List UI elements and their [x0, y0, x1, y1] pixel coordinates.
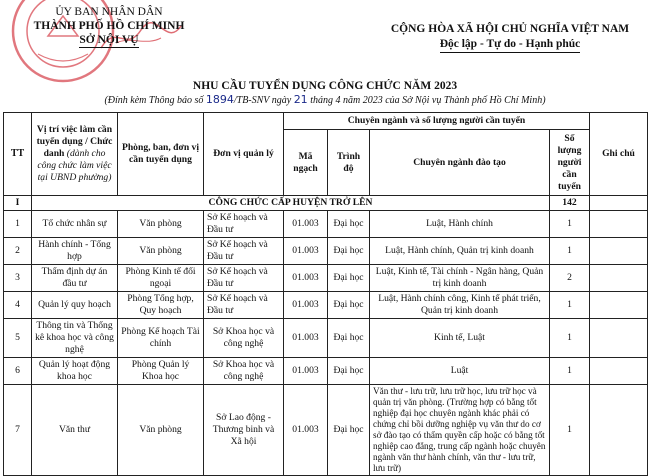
- cell-level: Đại học: [328, 319, 370, 358]
- section-title: CÔNG CHỨC CẤP HUYỆN TRỞ LÊN: [32, 196, 550, 211]
- section-row: [4, 196, 648, 211]
- header-tt: TT: [4, 113, 32, 196]
- section-note: [590, 196, 648, 211]
- header-unit: Đơn vị quản lý: [204, 113, 284, 196]
- document-subtitle: [0, 93, 650, 106]
- cell-position: Thông tin và Thống kê khoa học và công nghệ: [32, 319, 118, 358]
- issuer-line-2: THÀNH PHỐ HỒ CHÍ MINH: [33, 20, 185, 32]
- cell-unit: Sở Kế hoạch và Đầu tư: [204, 238, 284, 265]
- cell-department: Phòng Tổng hợp, Quy hoạch: [118, 292, 204, 319]
- cell-unit: Sở Kế hoạch và Đầu tư: [204, 211, 284, 238]
- cell-level: Đại học: [328, 358, 370, 385]
- cell-level: Đại học: [328, 385, 370, 476]
- table-row: [4, 319, 648, 358]
- header-row-1: [4, 113, 648, 130]
- cell-department: Văn phòng: [118, 211, 204, 238]
- cell-major: Luật, Hành chính: [370, 211, 550, 238]
- cell-code: 01.003: [284, 265, 328, 292]
- table-row: [4, 385, 648, 476]
- cell-unit: Sở Khoa học và công nghệ: [204, 319, 284, 358]
- header-position: [32, 113, 118, 196]
- cell-position: Quản lý quy hoạch: [32, 292, 118, 319]
- cell-tt: 7: [4, 385, 32, 476]
- subtitle-suffix: tháng 4 năm 2023 của Sở Nội vụ Thành phố Hồ Chí Minh): [310, 95, 546, 106]
- subtitle-prefix: (Đính kèm Thông báo số: [104, 95, 204, 106]
- header-level: Trình độ: [328, 130, 370, 196]
- section-count: 142: [550, 196, 590, 211]
- header-major: Chuyên ngành đào tạo: [370, 130, 550, 196]
- subtitle-day: 21: [293, 93, 308, 106]
- cell-major: Kinh tế, Luật: [370, 319, 550, 358]
- subtitle-number: 1894: [205, 93, 234, 106]
- cell-tt: 4: [4, 292, 32, 319]
- cell-code: 01.003: [284, 358, 328, 385]
- cell-level: Đại học: [328, 211, 370, 238]
- cell-major: Luật, Kinh tế, Tài chính - Ngân hàng, Quản trị kinh doanh: [370, 265, 550, 292]
- national-title: CỘNG HÒA XÃ HỘI CHỦ NGHĨA VIỆT NAM: [390, 23, 630, 35]
- cell-count: 1: [550, 358, 590, 385]
- cell-note: [590, 319, 648, 358]
- cell-position: Tổ chức nhân sự: [32, 211, 118, 238]
- table-row: [4, 265, 648, 292]
- cell-note: [590, 385, 648, 476]
- cell-unit: Sở Kế hoạch và Đầu tư: [204, 292, 284, 319]
- cell-code: 01.003: [284, 385, 328, 476]
- cell-count: 1: [550, 211, 590, 238]
- national-motto: Độc lập - Tự do - Hạnh phúc: [440, 37, 581, 53]
- header-position-note: (dành cho công chức làm việc tại UBND phường): [37, 148, 112, 183]
- cell-major: Văn thư - lưu trữ, lưu trữ học, lưu trữ học và quản trị văn phòng. (Trường hợp có bằng tốt nghiệp đại học chuyên ngành khác phải có chứng chỉ bồi dưỡng nghiệp vụ văn thư do cơ sở đào tạo có thẩm quyền cấp hoặc có bằng tốt nghiệp cao đẳng, trung cấp ngành hoặc chuyên ngành văn thư hành chính, văn thư - lưu trữ, lưu trữ): [370, 385, 550, 476]
- cell-level: Đại học: [328, 238, 370, 265]
- header-position-main: Vị trí việc làm cần tuyển dụng / Chức danh: [36, 124, 113, 159]
- cell-note: [590, 265, 648, 292]
- cell-unit: Sở Lao động - Thương binh và Xã hội: [204, 385, 284, 476]
- cell-major: Luật, Hành chính công, Kinh tế phát triển, Quản trị kinh doanh: [370, 292, 550, 319]
- table-row: [4, 292, 648, 319]
- cell-count: 1: [550, 292, 590, 319]
- cell-position: Quản lý hoạt động khoa học: [32, 358, 118, 385]
- header-department: Phòng, ban, đơn vị cần tuyển dụng: [118, 113, 204, 196]
- cell-count: 2: [550, 265, 590, 292]
- cell-code: 01.003: [284, 238, 328, 265]
- document-title: NHU CẦU TUYỂN DỤNG CÔNG CHỨC NĂM 2023: [192, 80, 458, 92]
- cell-tt: 6: [4, 358, 32, 385]
- header-code: Mã ngạch: [284, 130, 328, 196]
- cell-level: Đại học: [328, 265, 370, 292]
- cell-unit: Sở Kế hoạch và Đầu tư: [204, 265, 284, 292]
- subtitle-mid: /TB-SNV ngày: [233, 95, 292, 106]
- cell-count: 1: [550, 319, 590, 358]
- cell-department: Phòng Kế hoạch Tài chính: [118, 319, 204, 358]
- table-row: [4, 358, 648, 385]
- cell-note: [590, 238, 648, 265]
- cell-department: Văn phòng: [118, 385, 204, 476]
- cell-major: Luật: [370, 358, 550, 385]
- cell-unit: Sở Khoa học và công nghệ: [204, 358, 284, 385]
- section-tt: I: [4, 196, 32, 211]
- table-row: [4, 238, 648, 265]
- national-header: [375, 22, 645, 53]
- cell-level: Đại học: [328, 292, 370, 319]
- cell-code: 01.003: [284, 292, 328, 319]
- cell-note: [590, 358, 648, 385]
- issuer-line-3: SỞ NỘI VỤ: [79, 34, 139, 46]
- header-group: Chuyên ngành và số lượng người cần tuyển: [284, 113, 590, 130]
- cell-code: 01.003: [284, 319, 328, 358]
- cell-tt: 2: [4, 238, 32, 265]
- cell-department: Phòng Kinh tế đối ngoại: [118, 265, 204, 292]
- header-count: Số lượng người cần tuyển: [550, 130, 590, 196]
- issuer-header: [24, 5, 194, 48]
- cell-position: Hành chính - Tổng hợp: [32, 238, 118, 265]
- cell-major: Luật, Hành chính, Quản trị kinh doanh: [370, 238, 550, 265]
- cell-department: Phòng Quản lý Khoa học: [118, 358, 204, 385]
- cell-count: 1: [550, 385, 590, 476]
- cell-department: Văn phòng: [118, 238, 204, 265]
- issuer-line-1: ỦY BAN NHÂN DÂN: [55, 6, 163, 18]
- cell-tt: 3: [4, 265, 32, 292]
- cell-position: Văn thư: [32, 385, 118, 476]
- cell-tt: 1: [4, 211, 32, 238]
- table-row: [4, 211, 648, 238]
- cell-tt: 5: [4, 319, 32, 358]
- cell-count: 1: [550, 238, 590, 265]
- cell-note: [590, 292, 648, 319]
- cell-code: 01.003: [284, 211, 328, 238]
- cell-note: [590, 211, 648, 238]
- cell-position: Thẩm định dự án đầu tư: [32, 265, 118, 292]
- recruitment-table: [3, 112, 648, 476]
- header-note: Ghi chú: [590, 113, 648, 196]
